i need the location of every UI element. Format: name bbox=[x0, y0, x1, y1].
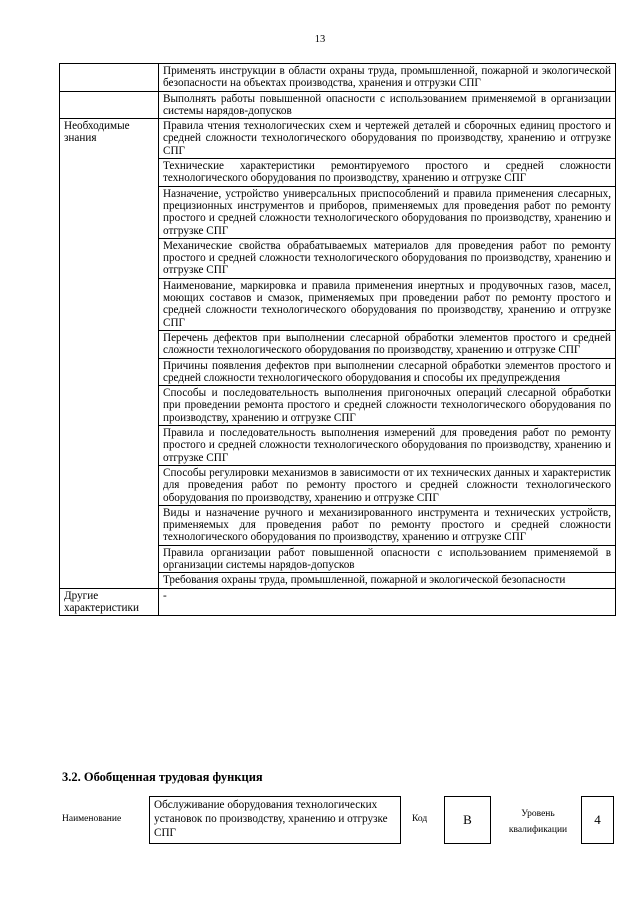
competency-table bbox=[59, 63, 616, 616]
knowledge-item: Назначение, устройство универсальных приспособлений и правила применения слесарных, прецизионных инструментов и приборов, применяемых для проведения работ по ремонту простого и средней сложности технологического оборудования по производству, хранению и отгрузке СПГ bbox=[159, 186, 616, 238]
competency-table-body bbox=[60, 64, 616, 616]
section-heading: 3.2. Обобщенная трудовая функция bbox=[62, 770, 263, 784]
table-row bbox=[60, 64, 616, 92]
qualification-level-box: 4 bbox=[581, 796, 614, 844]
name-label: Наименование bbox=[62, 814, 122, 824]
row-label-empty bbox=[60, 91, 159, 119]
knowledge-item: Причины появления дефектов при выполнении слесарной обработки элементов простого и средней сложности технологического оборудования и способы их предупреждения bbox=[159, 358, 616, 386]
table-row bbox=[60, 91, 616, 119]
page-number: 13 bbox=[314, 34, 326, 45]
knowledge-item: Способы регулировки механизмов в зависимости от их технических данных и характеристик для проведения работ по ремонту простого и средней сложности технологического оборудования по производству, хранению и отгрузке СПГ bbox=[159, 465, 616, 505]
other-characteristics-value: - bbox=[159, 588, 616, 616]
knowledge-item: Механические свойства обрабатываемых материалов для проведения работ по ремонту простого и средней сложности технологического оборудования по производству, хранению и отгрузке СПГ bbox=[159, 238, 616, 278]
knowledge-item: Правила организации работ повышенной опасности с использованием применяемой в организации системы нарядов-допусков bbox=[159, 545, 616, 573]
other-characteristics-label: Другие характеристики bbox=[60, 588, 159, 616]
skill-item: Применять инструкции в области охраны труда, промышленной, пожарной и экологической безопасности на объектах производства, хранения и отгрузки СПГ bbox=[159, 64, 616, 92]
code-box: B bbox=[444, 796, 491, 844]
knowledge-item: Требования охраны труда, промышленной, пожарной и экологической безопасности bbox=[159, 573, 616, 588]
knowledge-item: Правила и последовательность выполнения измерений для проведения работ по ремонту простого и средней сложности технологического оборудования по производству, хранению и отгрузке СПГ bbox=[159, 426, 616, 466]
code-label: Код bbox=[412, 814, 428, 824]
qualification-level-label: Уровень квалификации bbox=[508, 809, 568, 835]
knowledge-label: Необходимые знания bbox=[60, 119, 159, 588]
table-row bbox=[60, 588, 616, 616]
knowledge-item: Способы и последовательность выполнения пригоночных операций слесарной обработки при проведении ремонта простого и средней сложности технологического оборудования по производству, хранению и отгрузке СПГ bbox=[159, 386, 616, 426]
skill-item: Выполнять работы повышенной опасности с использованием применяемой в организации системы нарядов-допусков bbox=[159, 91, 616, 119]
function-name-box: Обслуживание оборудования технологических установок по производству, хранению и отгрузке СПГ bbox=[149, 796, 401, 844]
knowledge-item: Правила чтения технологических схем и чертежей деталей и сборочных единиц простого и средней сложности технологического оборудования по производству, хранению и отгрузке СПГ bbox=[159, 119, 616, 159]
knowledge-item: Технические характеристики ремонтируемого простого и средней сложности технологического оборудования по производству, хранению и отгрузке СПГ bbox=[159, 159, 616, 187]
knowledge-item: Перечень дефектов при выполнении слесарной обработки элементов простого и средней сложности технологического оборудования по производству, хранению и отгрузке СПГ bbox=[159, 330, 616, 358]
knowledge-item: Виды и назначение ручного и механизированного инструмента и технических устройств, применяемых для проведения работ по ремонту простого и средней сложности технологического оборудования по производству, хранению и отгрузке СПГ bbox=[159, 505, 616, 545]
row-label-empty bbox=[60, 64, 159, 92]
table-row bbox=[60, 119, 616, 159]
knowledge-item: Наименование, маркировка и правила применения инертных и продувочных газов, масел, моющих составов и смазок, применяемых при проведении работ по ремонту простого и средней сложности технологического оборудования по производству, хранению и отгрузке СПГ bbox=[159, 278, 616, 330]
